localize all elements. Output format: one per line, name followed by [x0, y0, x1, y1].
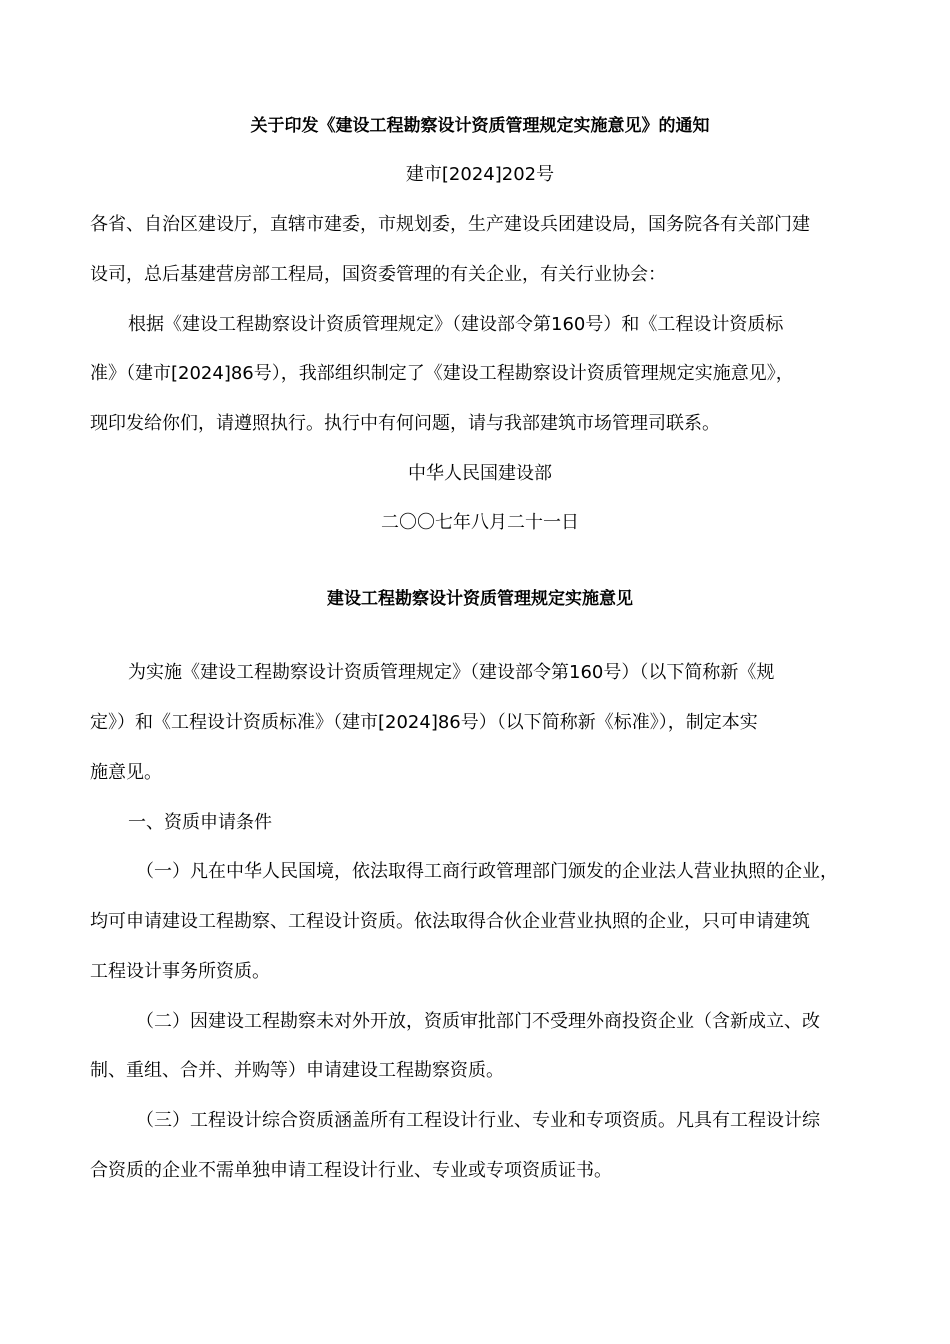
- item-1-line-3: 工程设计事务所资质。: [90, 961, 270, 982]
- notice-body-line-2: 准》（建市[2024]86号），我部组织制定了《建设工程勘察设计资质管理规定实施意见》，: [90, 363, 794, 384]
- recipients-line-2: 设司，总后基建营房部工程局，国资委管理的有关企业，有关行业协会：: [90, 264, 666, 285]
- issuer: 中华人民国建设部: [408, 463, 552, 484]
- intro-line-2: 定》）和《工程设计资质标准》（建市[2024]86号）（以下简称新《标准》），制定本实: [90, 712, 758, 733]
- item-1-line-2: 均可申请建设工程勘察、工程设计资质。依法取得合伙企业营业执照的企业，只可申请建筑: [90, 911, 810, 932]
- item-2-line-1: （二）因建设工程勘察未对外开放，资质审批部门不受理外商投资企业（含新成立、改: [136, 1011, 820, 1032]
- item-3-line-2: 合资质的企业不需单独申请工程设计行业、专业或专项资质证书。: [90, 1160, 612, 1181]
- attachment-title: 建设工程勘察设计资质管理规定实施意见: [327, 589, 633, 609]
- recipients-line-1: 各省、自治区建设厅，直辖市建委，市规划委，生产建设兵团建设局，国务院各有关部门建: [90, 214, 810, 235]
- notice-title: 关于印发《建设工程勘察设计资质管理规定实施意见》的通知: [250, 116, 710, 136]
- intro-line-3: 施意见。: [90, 762, 162, 783]
- section-1-heading: 一、资质申请条件: [128, 812, 272, 833]
- notice-body-line-3: 现印发给你们，请遵照执行。执行中有何问题，请与我部建筑市场管理司联系。: [90, 413, 720, 434]
- notice-body-line-1: 根据《建设工程勘察设计资质管理规定》（建设部令第160号）和《工程设计资质标: [128, 314, 784, 335]
- doc-number: 建市[2024]202号: [405, 164, 555, 185]
- issue-date: 二〇〇七年八月二十一日: [381, 512, 579, 533]
- item-1-line-1: （一）凡在中华人民国境，依法取得工商行政管理部门颁发的企业法人营业执照的企业，: [136, 861, 838, 882]
- item-2-line-2: 制、重组、合并、并购等）申请建设工程勘察资质。: [90, 1060, 504, 1081]
- item-3-line-1: （三）工程设计综合资质涵盖所有工程设计行业、专业和专项资质。凡具有工程设计综: [136, 1110, 820, 1131]
- intro-line-1: 为实施《建设工程勘察设计资质管理规定》（建设部令第160号）（以下简称新《规: [128, 662, 775, 683]
